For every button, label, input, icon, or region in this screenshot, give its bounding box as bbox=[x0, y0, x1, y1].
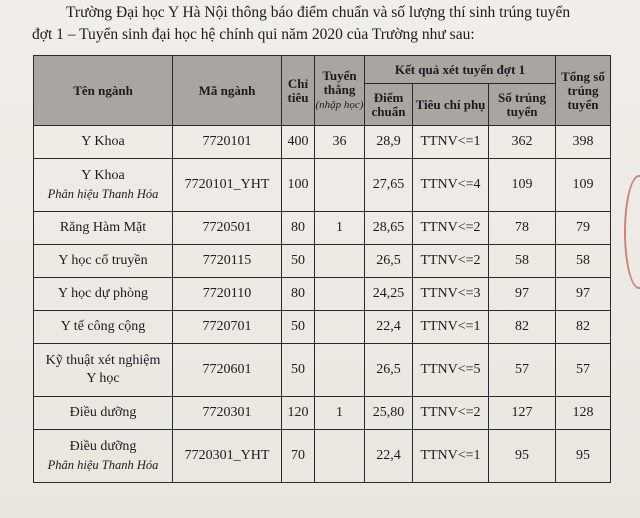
cell-name bbox=[34, 212, 173, 245]
cell-code: 7720501 bbox=[173, 212, 282, 245]
cell-direct bbox=[315, 159, 365, 212]
program-name: Răng Hàm Mặt bbox=[59, 220, 147, 235]
table-row bbox=[34, 245, 611, 278]
table-row bbox=[34, 278, 611, 311]
cell-code: 7720301 bbox=[173, 397, 282, 430]
cell-admitted: 78 bbox=[489, 212, 556, 245]
header-tuyen-thang-label: Tuyển thẳng bbox=[322, 68, 357, 97]
cell-name bbox=[34, 278, 173, 311]
header-diem-chuan: Điểm chuẩn bbox=[365, 84, 413, 126]
cell-name bbox=[34, 397, 173, 430]
cell-score: 22,4 bbox=[365, 311, 413, 344]
cell-direct bbox=[315, 311, 365, 344]
program-name: Kỹ thuật xét nghiệm bbox=[45, 353, 161, 368]
cell-total: 398 bbox=[556, 126, 611, 159]
header-tong-so: Tổng số trúng tuyển bbox=[556, 56, 611, 126]
cell-quota: 80 bbox=[282, 278, 315, 311]
cell-direct bbox=[315, 430, 365, 483]
header-chi-tieu: Chỉ tiêu bbox=[282, 56, 315, 126]
cell-criteria: TTNV<=2 bbox=[413, 397, 489, 430]
cell-admitted: 127 bbox=[489, 397, 556, 430]
intro-line-1: Trường Đại học Y Hà Nội thông báo điểm chuẩn và số lượng thí sinh trúng tuyển bbox=[66, 4, 571, 21]
program-name: Y học dự phòng bbox=[58, 286, 148, 301]
cell-total: 58 bbox=[556, 245, 611, 278]
cell-total: 97 bbox=[556, 278, 611, 311]
red-stamp-edge bbox=[624, 175, 640, 289]
header-so-trung-tuyen: Số trúng tuyển bbox=[489, 84, 556, 126]
cell-quota: 100 bbox=[282, 159, 315, 212]
cell-score: 28,9 bbox=[365, 126, 413, 159]
cell-total: 95 bbox=[556, 430, 611, 483]
cell-quota: 120 bbox=[282, 397, 315, 430]
cell-direct: 1 bbox=[315, 397, 365, 430]
table-row bbox=[34, 126, 611, 159]
cell-quota: 50 bbox=[282, 245, 315, 278]
cell-score: 27,65 bbox=[365, 159, 413, 212]
cell-admitted: 58 bbox=[489, 245, 556, 278]
cell-admitted: 109 bbox=[489, 159, 556, 212]
program-subtitle: Y học bbox=[86, 371, 120, 386]
cell-code: 7720115 bbox=[173, 245, 282, 278]
program-name: Y học cổ truyền bbox=[58, 253, 148, 268]
header-tieu-chi-phu: Tiêu chí phụ bbox=[413, 84, 489, 126]
cell-code: 7720301_YHT bbox=[173, 430, 282, 483]
header-ten-nganh: Tên ngành bbox=[34, 56, 173, 126]
cell-code: 7720701 bbox=[173, 311, 282, 344]
cell-name bbox=[34, 430, 173, 483]
cell-score: 25,80 bbox=[365, 397, 413, 430]
cell-quota: 50 bbox=[282, 344, 315, 397]
header-tuyen-thang-note: (nhập học) bbox=[315, 99, 364, 111]
cell-admitted: 82 bbox=[489, 311, 556, 344]
program-name: Y Khoa bbox=[81, 167, 125, 183]
cell-score: 26,5 bbox=[365, 245, 413, 278]
cell-code: 7720601 bbox=[173, 344, 282, 397]
cell-admitted: 57 bbox=[489, 344, 556, 397]
cell-criteria: TTNV<=4 bbox=[413, 159, 489, 212]
cell-quota: 80 bbox=[282, 212, 315, 245]
cell-direct: 1 bbox=[315, 212, 365, 245]
cell-code: 7720110 bbox=[173, 278, 282, 311]
cell-criteria: TTNV<=2 bbox=[413, 212, 489, 245]
cell-criteria: TTNV<=2 bbox=[413, 245, 489, 278]
cell-total: 128 bbox=[556, 397, 611, 430]
table-row bbox=[34, 311, 611, 344]
cell-score: 22,4 bbox=[365, 430, 413, 483]
intro-line-2: đợt 1 – Tuyển sinh đại học hệ chính qui năm 2020 của Trường như sau: bbox=[32, 26, 475, 43]
cell-criteria: TTNV<=1 bbox=[413, 126, 489, 159]
admission-table bbox=[33, 55, 611, 483]
cell-criteria: TTNV<=1 bbox=[413, 311, 489, 344]
cell-name bbox=[34, 126, 173, 159]
table-row bbox=[34, 159, 611, 212]
table-row bbox=[34, 397, 611, 430]
cell-total: 82 bbox=[556, 311, 611, 344]
header-tuyen-thang bbox=[315, 56, 365, 126]
cell-quota: 400 bbox=[282, 126, 315, 159]
cell-direct: 36 bbox=[315, 126, 365, 159]
program-name: Y Khoa bbox=[81, 134, 125, 149]
cell-score: 26,5 bbox=[365, 344, 413, 397]
cell-name bbox=[34, 159, 173, 212]
cell-quota: 50 bbox=[282, 311, 315, 344]
cell-criteria: TTNV<=1 bbox=[413, 430, 489, 483]
cell-admitted: 362 bbox=[489, 126, 556, 159]
program-subtitle: Phân hiệu Thanh Hóa bbox=[47, 457, 159, 472]
cell-name bbox=[34, 344, 173, 397]
program-subtitle: Phân hiệu Thanh Hóa bbox=[47, 186, 159, 201]
table-row bbox=[34, 344, 611, 397]
program-name: Y tế công cộng bbox=[60, 319, 146, 334]
cell-direct bbox=[315, 245, 365, 278]
cell-name bbox=[34, 311, 173, 344]
header-ma-nganh: Mã ngành bbox=[173, 56, 282, 126]
cell-criteria: TTNV<=3 bbox=[413, 278, 489, 311]
cell-quota: 70 bbox=[282, 430, 315, 483]
cell-direct bbox=[315, 278, 365, 311]
cell-total: 109 bbox=[556, 159, 611, 212]
cell-admitted: 97 bbox=[489, 278, 556, 311]
cell-total: 79 bbox=[556, 212, 611, 245]
cell-criteria: TTNV<=5 bbox=[413, 344, 489, 397]
table-row bbox=[34, 212, 611, 245]
cell-code: 7720101 bbox=[173, 126, 282, 159]
cell-direct bbox=[315, 344, 365, 397]
cell-total: 57 bbox=[556, 344, 611, 397]
program-name: Điều dưỡng bbox=[69, 405, 137, 420]
cell-code: 7720101_YHT bbox=[173, 159, 282, 212]
cell-score: 28,65 bbox=[365, 212, 413, 245]
cell-name bbox=[34, 245, 173, 278]
program-name: Điều dưỡng bbox=[69, 438, 137, 454]
cell-admitted: 95 bbox=[489, 430, 556, 483]
header-ket-qua: Kết quả xét tuyển đợt 1 bbox=[365, 56, 556, 84]
table-row bbox=[34, 430, 611, 483]
cell-score: 24,25 bbox=[365, 278, 413, 311]
